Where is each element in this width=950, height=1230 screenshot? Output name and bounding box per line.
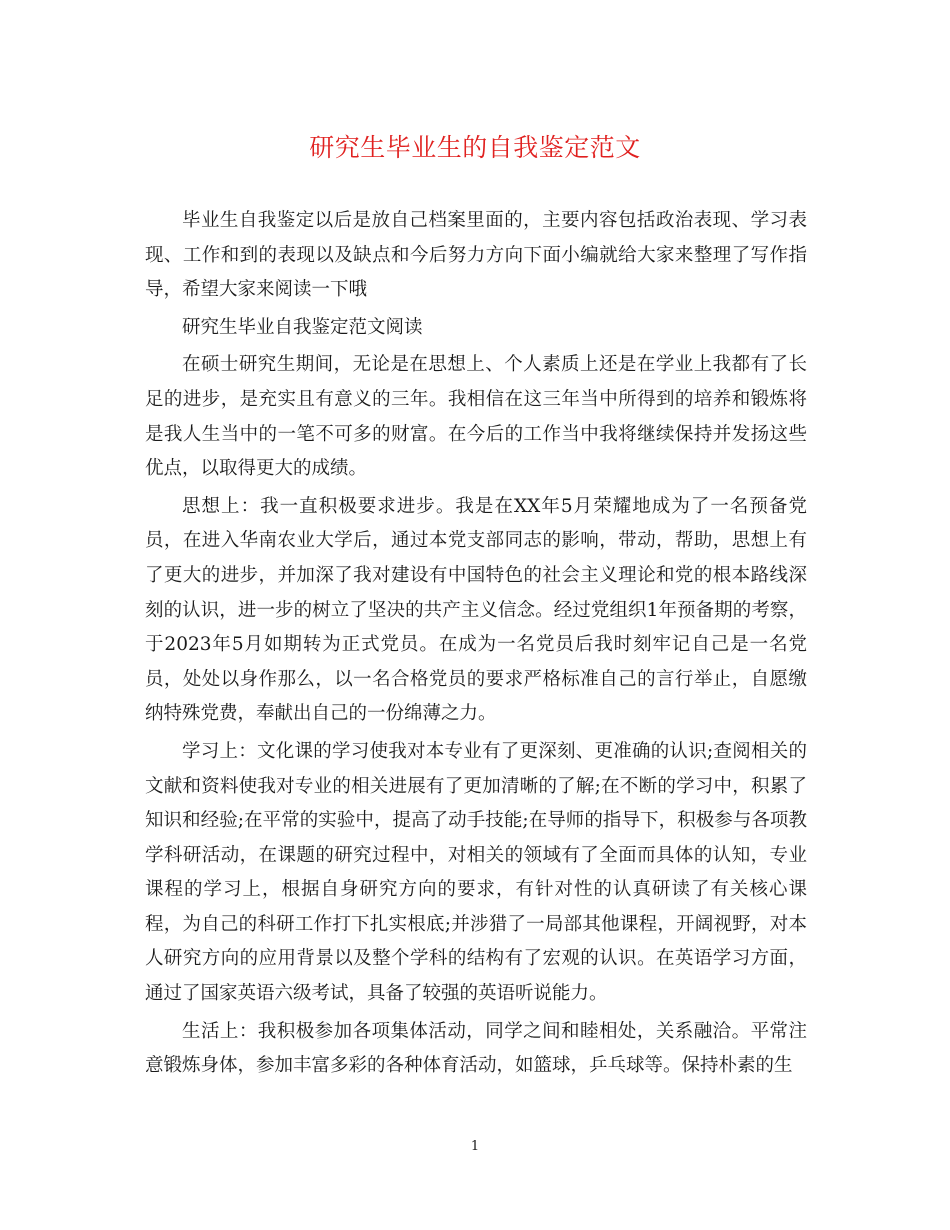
document-body	[145, 204, 807, 1087]
paragraph-study: 学习上：文化课的学习使我对本专业有了更深刻、更准确的认识;查阅相关的文献和资料使我对专业的相关进展有了更加清晰的了解;在不断的学习中，积累了知识和经验;在平常的实验中，提高了动手技能;在导师的指导下，积极参与各项教学科研活动，在课题的研究过程中，对相关的领域有了全面而具体的认知，专业课程的学习上，根据自身研究方向的要求，有针对性的认真研读了有关核心课程，为自己的科研工作打下扎实根底;并涉猎了一局部其他课程，开阔视野，对本人研究方向的应用背景以及整个学科的结构有了宏观的认识。在英语学习方面，通过了国家英语六级考试，具备了较强的英语听说能力。	[145, 740, 807, 1005]
paragraph-life: 生活上：我积极参加各项集体活动，同学之间和睦相处，关系融洽。平常注意锻炼身体，参加丰富多彩的各种体育活动，如篮球，乒乓球等。保持朴素的生	[145, 1020, 807, 1077]
page-number: 1	[470, 1139, 480, 1154]
paragraph-overview: 在硕士研究生期间，无论是在思想上、个人素质上还是在学业上我都有了长足的进步，是充实且有意义的三年。我相信在这三年当中所得到的培养和锻炼将是我人生当中的一笔不可多的财富。在今后的工作当中我将继续保持并发扬这些优点，以取得更大的成绩。	[145, 354, 807, 480]
paragraph-ideology: 思想上：我一直积极要求进步。我是在XX年5月荣耀地成为了一名预备党员，在进入华南农业大学后，通过本党支部同志的影响，带动，帮助，思想上有了更大的进步，并加深了我对建设有中国特色的社会主义理论和党的根本路线深刻的认识，进一步的树立了坚决的共产主义信念。经过党组织1年预备期的考察，于2023年5月如期转为正式党员。在成为一名党员后我时刻牢记自己是一名党员，处处以身作那么，以一名合格党员的要求严格标准自己的言行举止，自愿缴纳特殊党费，奉献出自己的一份绵薄之力。	[145, 495, 807, 725]
paragraph-subheading: 研究生毕业自我鉴定范文阅读	[182, 316, 423, 338]
paragraph-intro: 毕业生自我鉴定以后是放自己档案里面的，主要内容包括政治表现、学习表现、工作和到的表现以及缺点和今后努力方向下面小编就给大家来整理了写作指导，希望大家来阅读一下哦	[145, 210, 807, 301]
page-title: 研究生毕业生的自我鉴定范文	[309, 133, 641, 162]
